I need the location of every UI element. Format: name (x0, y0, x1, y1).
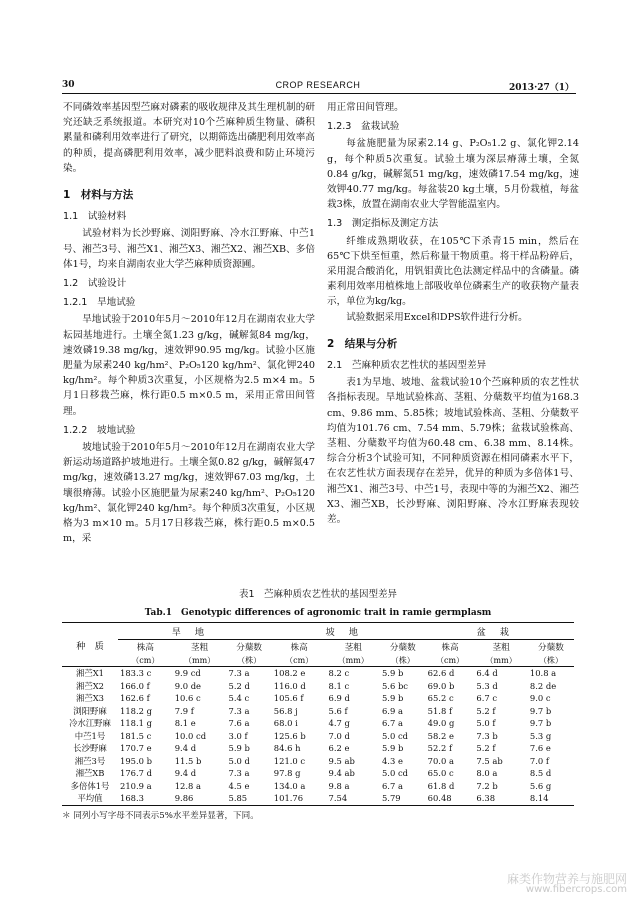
section-heading: 1 材料与方法 (63, 189, 134, 202)
table-body (62, 667, 574, 806)
trait-value: 6.7 a (381, 780, 403, 791)
trait-unit: （株） (226, 654, 271, 667)
watermark-title: 麻类作物营养与施肥网 (506, 872, 627, 886)
trait-subheader: 茎粗 (191, 643, 209, 653)
table-row (62, 792, 574, 805)
variety-name: 长沙野麻 (73, 743, 107, 754)
variety-name: 多倍体1号 (70, 780, 110, 791)
trait-value: 5.0 f (476, 718, 496, 729)
page-number: 30 (62, 80, 75, 90)
trait-value: 8.1 c (328, 680, 350, 691)
intro-paragraph: 不同磷效率基因型苎麻对磷素的吸收规律及其生理机制的研究还缺乏系统报道。本研究对10个苎麻种质生物量、磷积累量和磷利用效率进行了研究，以期筛选出磷肥利用效率高的种质，提高磷肥利用效率，减少肥料浪费和防止环境污染。 (63, 102, 315, 174)
trait-value: 8.5 d (529, 768, 552, 779)
trait-value: 7.3 a (228, 768, 250, 779)
trait-value: 52.2 f (427, 743, 453, 754)
trait-value: 70.0 a (427, 755, 454, 766)
table-1 (62, 586, 574, 821)
agronomic-trait-table (62, 622, 574, 806)
table-row (62, 692, 574, 705)
header-rule (62, 93, 576, 94)
trait-value: 118.2 g (120, 705, 152, 716)
trait-value: 11.5 b (174, 755, 202, 766)
trait-value: 125.6 b (273, 730, 306, 741)
trait-value: 6.4 d (476, 668, 498, 679)
trait-unit: （mm） (173, 654, 227, 667)
dryland-paragraph: 旱地试验于2010年5月～2010年12月在湖南农业大学耘园基地进行。土壤全氮1.23 g/kg，碱解氮84 mg/kg，速效磷19.38 mg/kg，速效钾90.95 mg/kg。试验小区施肥量为尿素240 kg/hm²、P₂O₅120 kg/hm²、氯化钾240 kg/hm²。每个种质3次重复，小区规格为2.5 m×4 m。5月1日移栽苎麻，株行距0.5 m×0.5 m，采用正常田间管理。 (63, 314, 315, 417)
trait-value: 5.0 cd (381, 768, 409, 779)
trait-value: 121.0 c (273, 755, 306, 766)
trait-value: 9.4 d (174, 768, 197, 779)
trait-value: 10.0 cd (174, 730, 207, 741)
trait-subheader: 分蘖数 (236, 643, 263, 653)
trait-value: 51.8 f (427, 705, 453, 716)
table-row (62, 730, 574, 743)
subsection-heading: 1.1 试验材料 (63, 211, 127, 223)
trait-value: 9.5 ab (328, 755, 355, 766)
trait-value: 8.2 de (529, 680, 557, 691)
trait-value: 5.2 f (476, 743, 496, 754)
trait-value: 6.9 a (381, 705, 403, 716)
trait-value: 3.0 f (228, 730, 248, 741)
trait-value: 118.1 g (120, 718, 152, 729)
trait-value: 9.0 de (174, 680, 202, 691)
unit-row (62, 654, 574, 667)
trait-value: 4.3 e (381, 755, 403, 766)
trait-subheader: 茎粗 (344, 643, 362, 653)
trait-value: 5.6 g (529, 780, 552, 791)
table-row (62, 780, 574, 793)
trait-value: 8.2 c (328, 668, 350, 679)
subsection-heading: 1.3 测定指标及测定方法 (327, 218, 439, 230)
trait-value: 168.3 (118, 792, 173, 805)
trait-value: 9.4 ab (328, 768, 355, 779)
variety-name: 湘苎X1 (75, 668, 105, 679)
trait-value: 210.9 a (120, 780, 152, 791)
trait-subheader: 株高 (136, 643, 154, 653)
trait-subheader: 分蘖数 (538, 643, 564, 653)
trait-value: 7.6 e (529, 743, 551, 754)
section-heading: 2 结果与分析 (327, 337, 398, 350)
trait-value: 65.0 c (427, 768, 454, 779)
subsubsection-heading: 1.2.2 坡地试验 (63, 424, 136, 436)
trait-value: 7.9 f (174, 705, 194, 716)
trait-value: 5.6 f (328, 705, 348, 716)
trait-value: 101.76 (272, 792, 327, 805)
trait-value: 69.0 b (427, 680, 455, 691)
trait-value: 60.48 (426, 792, 475, 805)
trait-value: 58.2 e (427, 730, 454, 741)
subsection-heading: 2.1 苎麻种质农艺性状的基因型差异 (327, 360, 487, 372)
watermark-url: www.fibercrops.com (525, 884, 627, 895)
trait-value: 6.7 a (381, 718, 403, 729)
variety-name: 湘苎X3 (75, 693, 105, 704)
trait-value: 4.7 g (328, 718, 350, 729)
materials-paragraph: 试验材料为长沙野麻、浏阳野麻、冷水江野麻、中苎1号、湘苎3号、湘苎X1、湘苎X3、湘苎X2、湘苎XB、多倍体1号，均来自湖南农业大学苎麻种质资源圃。 (63, 228, 315, 270)
table-row (62, 680, 574, 693)
trait-unit: （mm） (327, 654, 380, 667)
table-caption-en: Tab.1 Genotypic differences of agronomic trait in ramie germplasm (144, 608, 492, 618)
slope-paragraph: 坡地试验于2010年5月～2010年12月在湖南农业大学新运动场道路护坡地进行。土壤全氮0.82 g/kg，碱解氮47 mg/kg，速效磷13.27 mg/kg，速效钾67.03 mg/kg，土壤很瘠薄。试验小区施肥量为尿素240 kg/hm²、P₂O₅120 kg/hm²、氯化钾240 kg/hm²。每个种质3次重复，小区规格为3 m×10 m。5月17日移栽苎麻，株行距0.5 m×0.5 m，采 (63, 442, 315, 545)
trait-value: 97.8 g (273, 768, 301, 779)
trait-value: 116.0 d (273, 680, 306, 691)
trait-value: 5.2 f (476, 705, 496, 716)
trait-value: 181.5 c (120, 730, 152, 741)
trait-value: 9.0 c (529, 693, 551, 704)
trait-value: 10.8 a (529, 668, 557, 679)
trait-value: 68.0 i (273, 718, 298, 729)
trait-value: 5.2 d (228, 680, 250, 691)
volume-issue: 2013·27（1） (509, 83, 574, 93)
table-row (62, 717, 574, 730)
trait-unit: （cm） (272, 654, 327, 667)
trait-value: 162.6 f (120, 693, 150, 704)
table-row (62, 755, 574, 768)
trait-value: 5.4 c (228, 693, 250, 704)
trait-value: 134.0 a (273, 780, 306, 791)
trait-value: 5.6 bc (381, 680, 409, 691)
trait-unit: （cm） (426, 654, 475, 667)
trait-value: 5.79 (380, 792, 426, 805)
subsection-heading: 1.2 试验设计 (63, 278, 127, 290)
trait-subheader: 茎粗 (492, 643, 510, 653)
variety-name: 平均值 (62, 792, 118, 805)
pot-paragraph: 每盆施肥量为尿素2.14 g、P₂O₅1.2 g、氯化钾2.14 g，每个种质5次重复。试验土壤为深层瘠薄土壤，全氮0.84 g/kg，碱解氮51 mg/kg，速效磷17.54 mg/kg，速效钾40.77 mg/kg。每盆装20 kg土壤，5月份栽植，每盆栽3株，放置在湖南农业大学智能温室内。 (327, 138, 579, 211)
trait-value: 9.7 b (529, 705, 552, 716)
trait-value: 195.0 b (120, 755, 152, 766)
variety-name: 冷水江野麻 (69, 718, 111, 729)
trait-value: 6.9 d (328, 693, 350, 704)
left-column (63, 100, 315, 546)
trait-subheader: 株高 (441, 643, 459, 653)
trait-value: 7.3 b (476, 730, 498, 741)
trait-value: 9.86 (173, 792, 227, 805)
trait-value: 56.8 j (273, 705, 298, 716)
trait-value: 5.0 cd (381, 730, 409, 741)
table-caption-cn: 表1 苎麻种质农艺性状的基因型差异 (238, 589, 398, 600)
variety-name: 中苎1号 (74, 730, 106, 741)
trait-value: 12.8 a (174, 780, 202, 791)
trait-value: 9.9 cd (174, 668, 201, 679)
trait-value: 8.1 e (174, 718, 196, 729)
trait-value: 5.9 b (381, 668, 404, 679)
variety-name: 湘苎X2 (75, 680, 105, 691)
trait-value: 8.14 (528, 792, 574, 805)
table-footnote: ＊ 同列小写字母不同表示5%水平差异显著，下同。 (62, 810, 259, 821)
trait-value: 4.5 e (228, 780, 250, 791)
trait-value: 9.8 a (328, 780, 350, 791)
trait-value: 5.85 (226, 792, 271, 805)
trait-value: 7.3 a (228, 705, 250, 716)
trait-value: 7.6 a (228, 718, 250, 729)
table-row (62, 667, 574, 680)
trait-value: 84.6 h (273, 743, 301, 754)
trait-value: 7.2 b (476, 780, 498, 791)
trait-value: 6.38 (474, 792, 527, 805)
group-header-slope: 坡地 (272, 623, 426, 640)
table-row (62, 705, 574, 718)
trait-unit: （cm） (118, 654, 173, 667)
group-header-dryland: 旱地 (118, 623, 272, 640)
trait-value: 6.2 e (328, 743, 350, 754)
trait-unit: （株） (528, 654, 574, 667)
trait-value: 7.54 (327, 792, 380, 805)
trait-unit: （mm） (474, 654, 527, 667)
trait-value: 5.3 d (476, 680, 498, 691)
right-column (327, 100, 579, 527)
trait-value: 49.0 g (427, 718, 455, 729)
trait-value: 108.2 e (273, 668, 306, 679)
variety-name: 湘苎3号 (74, 755, 106, 766)
trait-value: 7.0 f (529, 755, 549, 766)
trait-subheader: 分蘖数 (389, 643, 416, 653)
trait-value: 7.0 d (328, 730, 350, 741)
variety-name: 浏阳野麻 (73, 705, 107, 716)
trait-value: 5.9 b (381, 743, 404, 754)
trait-subheader: 株高 (290, 643, 308, 653)
trait-value: 166.0 f (120, 680, 150, 691)
variety-name: 湘苎XB (75, 768, 105, 779)
variety-header: 种 质 (62, 623, 118, 667)
table-row (62, 742, 574, 755)
trait-value: 6.7 c (476, 693, 498, 704)
subsubsection-heading: 1.2.3 盆栽试验 (327, 121, 400, 133)
trait-value: 8.0 a (476, 768, 498, 779)
method-paragraph: 纤维成熟期收获，在105℃下杀青15 min，然后在65℃下烘至恒重，然后称量干物质重。将干样品粉碎后，采用混合酸消化，用钒钼黄比色法测定样品中的含磷量。磷素利用效率用植株地上部吸收单位磷素生产的收获物产量表示，单位为kg/kg。 (327, 235, 579, 308)
trait-unit: （株） (380, 654, 426, 667)
trait-value: 9.7 b (529, 718, 552, 729)
trait-value: 183.3 c (120, 668, 152, 679)
journal-name: CROP RESEARCH (275, 80, 361, 90)
results-paragraph: 表1为旱地、坡地、盆栽试验10个苎麻种质的农艺性状各指标表现。旱地试验株高、茎粗、分蘖数平均值为168.3 cm、9.86 mm、5.85株；坡地试验株高、茎粗、分蘖数平均值为101.76 cm、7.54 mm、5.79株；盆栽试验株高、茎粗、分蘖数平均值为60.48 cm、6.38 mm、8.14株。综合分析3个试验可知，不同种质资源在相同磷素水平下，在农艺性状方面表现存在差异，优异的种质为多倍体1号、湘苎X1、湘苎3号、中苎1号，表现中等的为湘苎X2、湘苎X3、湘苎XB，长沙野麻、浏阳野麻、冷水江野麻表现较差。 (327, 377, 579, 526)
subsubsection-heading: 1.2.1 旱地试验 (63, 297, 136, 309)
table-row (62, 767, 574, 780)
trait-value: 65.2 c (427, 693, 454, 704)
continued-paragraph: 用正常田间管理。 (327, 102, 404, 113)
stats-paragraph: 试验数据采用Excel和DPS软件进行分析。 (346, 311, 528, 323)
trait-value: 9.4 d (174, 743, 197, 754)
trait-value: 5.9 b (228, 743, 250, 754)
trait-value: 7.3 a (228, 668, 250, 679)
trait-value: 10.6 c (174, 693, 201, 704)
trait-value: 5.9 b (381, 693, 404, 704)
trait-value: 7.5 ab (476, 755, 503, 766)
trait-value: 5.3 g (529, 730, 552, 741)
trait-value: 5.0 d (228, 755, 250, 766)
trait-value: 61.8 d (427, 780, 455, 791)
trait-value: 105.6 f (273, 693, 304, 704)
trait-value: 62.6 d (427, 668, 455, 679)
subheader-row (62, 640, 574, 655)
trait-value: 176.7 d (120, 768, 152, 779)
group-header-pot: 盆栽 (426, 623, 574, 640)
trait-value: 170.7 e (120, 743, 152, 754)
